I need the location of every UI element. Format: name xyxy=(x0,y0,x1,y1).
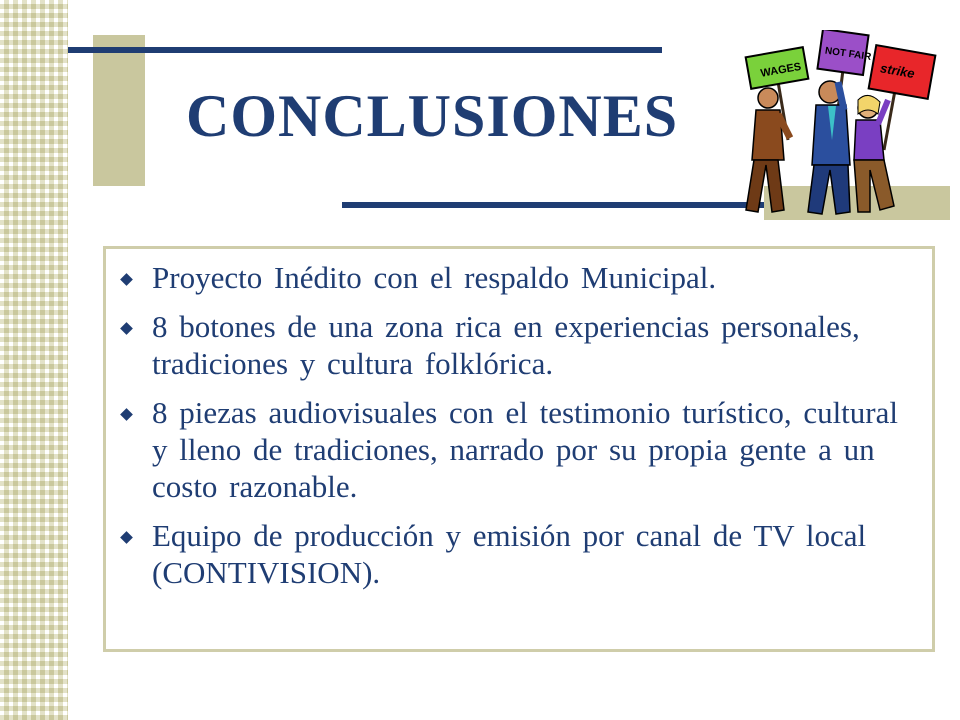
sign-strike-text: strike xyxy=(879,60,916,82)
sign-strike xyxy=(869,45,936,99)
top-rule xyxy=(68,47,662,53)
khaki-block-decoration xyxy=(93,35,145,186)
diamond-bullet-icon xyxy=(120,322,133,335)
left-stripe-decoration xyxy=(0,0,68,720)
sign-wages-text: WAGES xyxy=(759,60,803,80)
bullet-text: Proyecto Inédito con el respaldo Municipal. xyxy=(152,260,717,295)
diamond-bullet-icon xyxy=(120,531,133,544)
sign-wages xyxy=(746,47,809,89)
sign-not-fair-text: NOT FAIR xyxy=(824,45,872,63)
bullet-item xyxy=(120,259,910,296)
bullet-text: 8 botones de una zona rica en experiencias personales, tradiciones y cultura folklórica. xyxy=(152,309,860,381)
bullet-item xyxy=(120,394,910,505)
bullet-item xyxy=(120,517,910,591)
slide-title: CONCLUSIONES xyxy=(186,83,679,149)
protester-middle xyxy=(808,81,850,214)
diamond-bullet-icon xyxy=(120,273,133,286)
diamond-bullet-icon xyxy=(120,408,133,421)
bullet-list xyxy=(120,259,910,603)
protester-right xyxy=(854,95,894,212)
bullet-item xyxy=(120,308,910,382)
bullet-text: Equipo de producción y emisión por canal de TV local (CONTIVISION). xyxy=(152,518,867,590)
protesters-with-signs-icon xyxy=(738,30,938,220)
content-box xyxy=(103,246,935,652)
sign-not-fair xyxy=(817,30,872,75)
bullet-text: 8 piezas audiovisuales con el testimonio turístico, cultural y lleno de tradiciones, narrado por su propia gente a un costo razonable. xyxy=(152,395,898,504)
